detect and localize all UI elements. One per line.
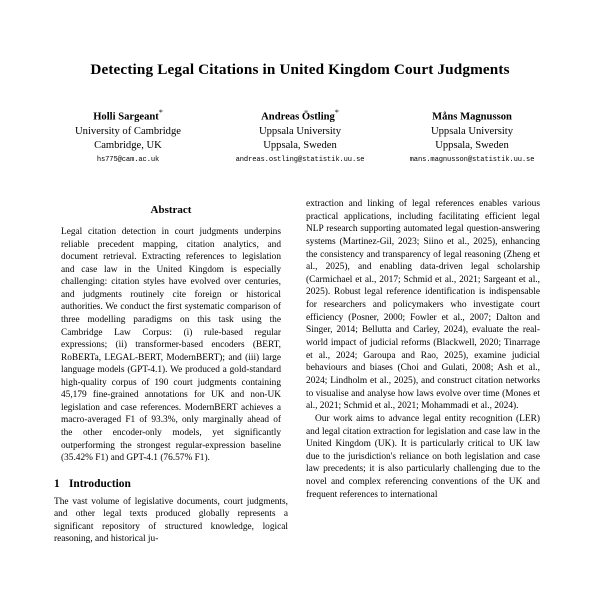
author-entry — [386, 108, 558, 165]
author-location: Uppsala, Sweden — [435, 139, 509, 151]
page-title: Detecting Legal Citations in United Kingdom Court Judgments — [90, 61, 510, 78]
author-name — [42, 108, 214, 125]
author-affiliation: University of Cambridge — [75, 125, 181, 137]
author-location: Uppsala, Sweden — [263, 139, 337, 151]
abstract-body — [54, 226, 288, 465]
author-email[interactable]: mans.magnusson@statistik.uu.se — [409, 155, 535, 164]
author-name-text: Holli Sargeant — [93, 111, 159, 123]
author-email[interactable]: andreas.ostling@statistik.uu.se — [235, 155, 365, 164]
intro-paragraph-right-1: extraction and linking of legal references enables various practical applications, including facilitating efficient legal NLP research supporting automated legal question-answering systems (Martinez-Gil, 2023; Siino et al., 2025), enhancing the consistency and transparency of legal reasoning (Zheng et al., 2025), and enabling data-driven legal scholarship (Carmichael et al., 2017; Schmid et al., 2021; Sargeant et al., 2025). Robust legal reference identification is indispensable for researchers and policymakers who investigate court efficiency (Posner, 2000; Fowler et al., 2007; Dalton and Singer, 2014; Bellutta and Carley, 2024), evaluate the real-world impact of judicial reforms (Blackwell, 2020; Tinarrage et al., 2024; Garoupa and Rao, 2025), examine judicial behaviours and biases (Choi and Gulati, 2008; Ash et al., 2024; Lindholm et al., 2025), and construct citation networks to visualise and analyse how laws evolve over time (Mones et al., 2021; Schmid et al., 2021; Mohammadi et al., 2024). — [306, 199, 540, 412]
author-marker: * — [158, 108, 163, 117]
author-list — [42, 108, 558, 165]
section-title: Introduction — [69, 477, 131, 490]
author-location: Cambridge, UK — [94, 139, 162, 151]
section-number: 1 — [54, 477, 60, 490]
left-column — [54, 198, 288, 600]
abstract-text: Legal citation detection in court judgments underpins reliable precedent mapping, citation analytics, and document retrieval. Extracting references to legislation and case law in the United Kingdom is especially challenging: citation styles have evolved over centuries, and judgments routinely cite foreign or historical authorities. We conduct the first systematic comparison of three modelling paradigms on this task using the Cambridge Law Corpus: (i) rule-based regular expressions; (ii) transformer-based encoders (BERT, RoBERTa, LEGAL-BERT, ModernBERT); and (iii) large language models (GPT-4.1). We produced a gold-standard high-quality corpus of 190 court judgments containing 45,179 fine-grained annotations for UK and non-UK legislation and case references. ModernBERT achieves a macro-averaged F1 of 93.3%, only marginally ahead of the other encoder-only models, yet significantly outperforming the strongest regular-expression baseline (35.42% F1) and GPT-4.1 (76.57% F1). — [61, 227, 281, 464]
author-marker: * — [334, 108, 339, 117]
section-heading-introduction — [54, 478, 288, 490]
author-entry — [214, 108, 386, 165]
author-email[interactable]: hs775@cam.ac.uk — [96, 155, 160, 164]
author-name-text: Måns Magnusson — [432, 111, 512, 123]
author-entry — [42, 108, 214, 165]
body-columns — [0, 198, 600, 600]
right-column — [306, 198, 540, 600]
author-name — [214, 108, 386, 125]
author-affiliation: Uppsala University — [258, 125, 342, 137]
intro-paragraph-left: The vast volume of legislative documents, court judgments, and other legal texts produced globally represents a significant repository of structured knowledge, logical reasoning, and historical ju- — [54, 496, 288, 545]
author-name-text: Andreas Östling — [261, 111, 335, 123]
author-affiliation: Uppsala University — [430, 125, 514, 137]
author-name — [386, 108, 558, 125]
intro-paragraph-right-2: Our work aims to advance legal entity recognition (LER) and legal citation extraction for legislation and case law in the United Kingdom (UK). It is particularly critical to UK law due to the jurisdiction's reliance on both legislation and case law precedents; it is also particularly challenging due to the novel and complex referencing conventions of the UK and frequent references to international — [306, 413, 540, 500]
abstract-heading: Abstract — [150, 204, 192, 216]
